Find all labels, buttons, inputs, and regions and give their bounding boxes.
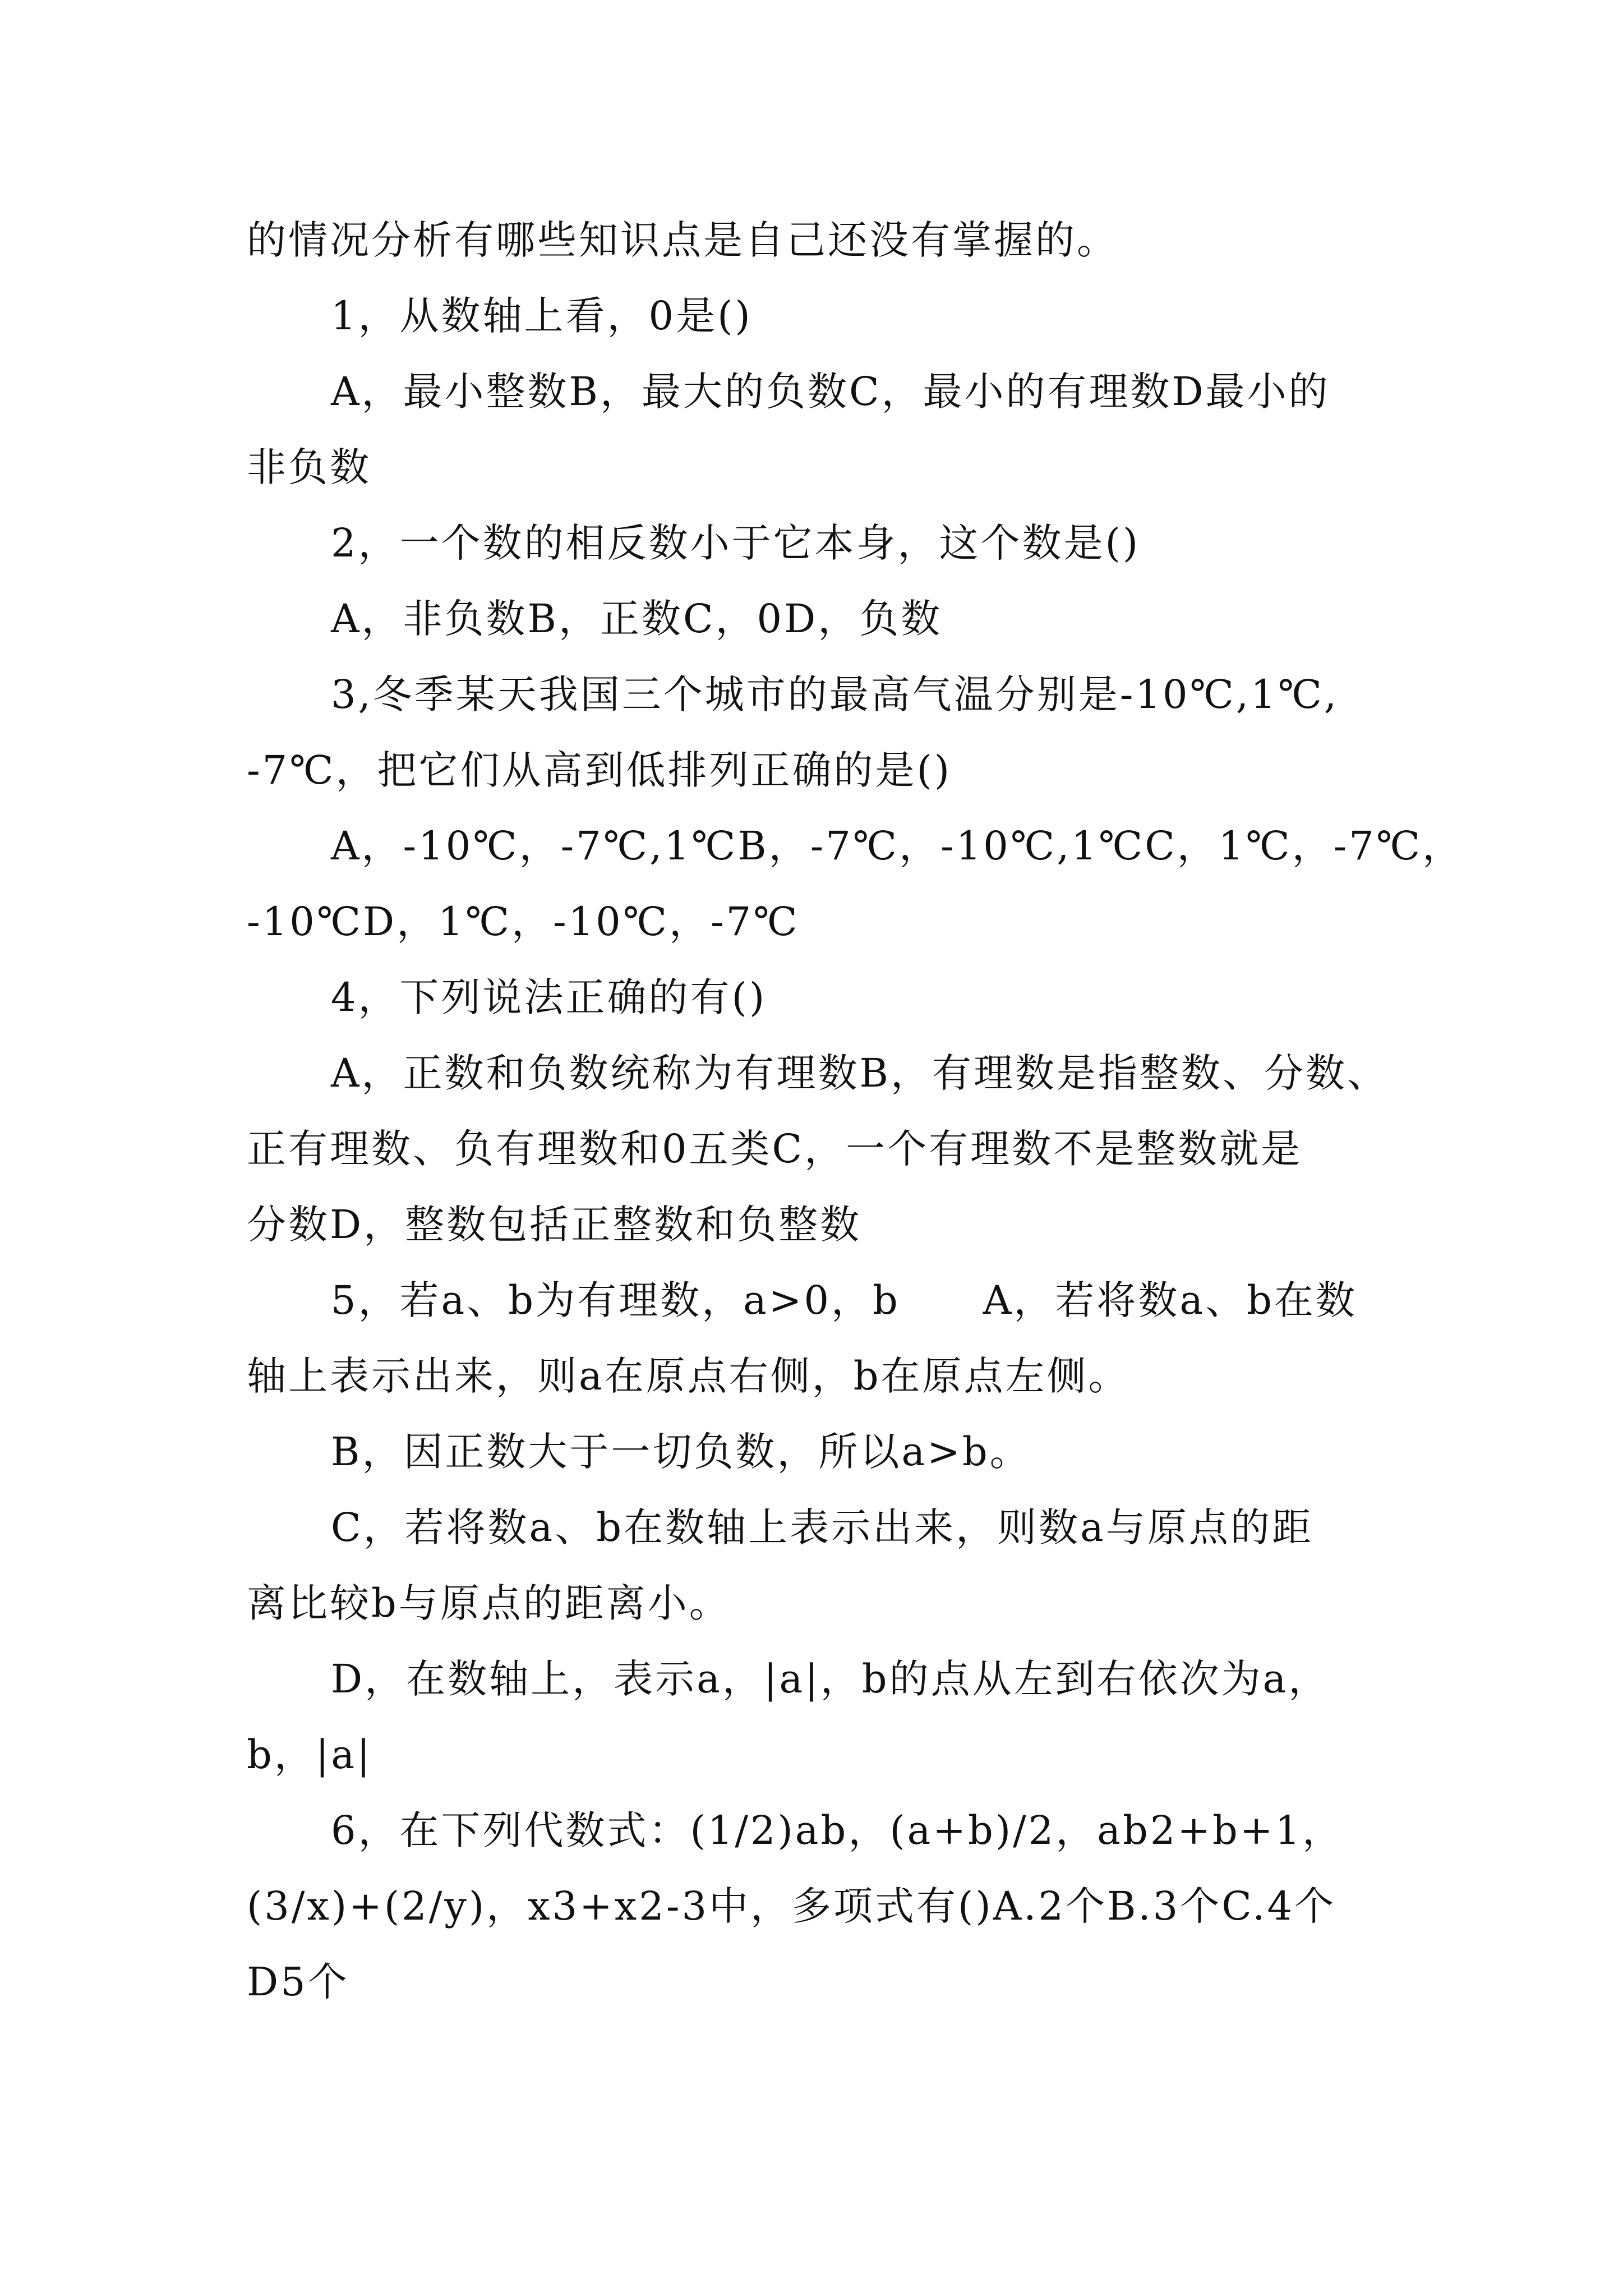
text-line: 非负数 [247, 444, 371, 490]
text-line: 轴上表示出来，则a在原点右侧，b在原点左侧。 [247, 1353, 1130, 1399]
text-line: 正有理数、负有理数和0五类C，一个有理数不是整数就是 [247, 1126, 1303, 1172]
question-1-options: A，最小整数B，最大的负数C，最小的有理数D最小的 [331, 369, 1330, 415]
text-line: D5个 [247, 1959, 349, 2005]
text-line: b，|a| [247, 1732, 372, 1778]
question-5: 5，若a、b为有理数，a>0，b A，若将数a、b在数 [331, 1277, 1357, 1323]
question-1: 1，从数轴上看，0是() [331, 293, 753, 339]
text-line: 离比较b与原点的距离小。 [247, 1580, 731, 1626]
question-5-option-b: B，因正数大于一切负数，所以a>b。 [331, 1429, 1031, 1475]
text-line: (3/x)+(2/y)，x3+x2-3中，多项式有()A.2个B.3个C.4个 [247, 1883, 1336, 1929]
text-line: -10℃D，1℃，-10℃，-7℃ [247, 899, 800, 945]
question-5-option-d: D，在数轴上，表示a，|a|，b的点从左到右依次为a， [331, 1656, 1330, 1702]
question-5-option-c: C，若将数a、b在数轴上表示出来，则数a与原点的距 [331, 1504, 1313, 1550]
question-3-options: A，-10℃，-7℃,1℃B，-7℃，-10℃,1℃C，1℃，-7℃， [331, 823, 1464, 869]
question-2-options: A，非负数B，正数C，0D，负数 [331, 596, 943, 642]
question-4-options: A，正数和负数统称为有理数B，有理数是指整数、分数、 [331, 1050, 1389, 1096]
question-2: 2，一个数的相反数小于它本身，这个数是() [331, 520, 1141, 566]
question-6: 6，在下列代数式：(1/2)ab，(a+b)/2，ab2+b+1， [331, 1807, 1344, 1853]
text-line: 分数D，整数包括正整数和负整数 [247, 1202, 862, 1248]
text-line: 的情况分析有哪些知识点是自己还没有掌握的。 [247, 217, 1118, 263]
question-4: 4，下列说法正确的有() [331, 974, 767, 1020]
text-line: -7℃，把它们从高到低排列正确的是() [247, 747, 952, 793]
question-3: 3,冬季某天我国三个城市的最高气温分别是-10℃,1℃, [331, 671, 1339, 717]
